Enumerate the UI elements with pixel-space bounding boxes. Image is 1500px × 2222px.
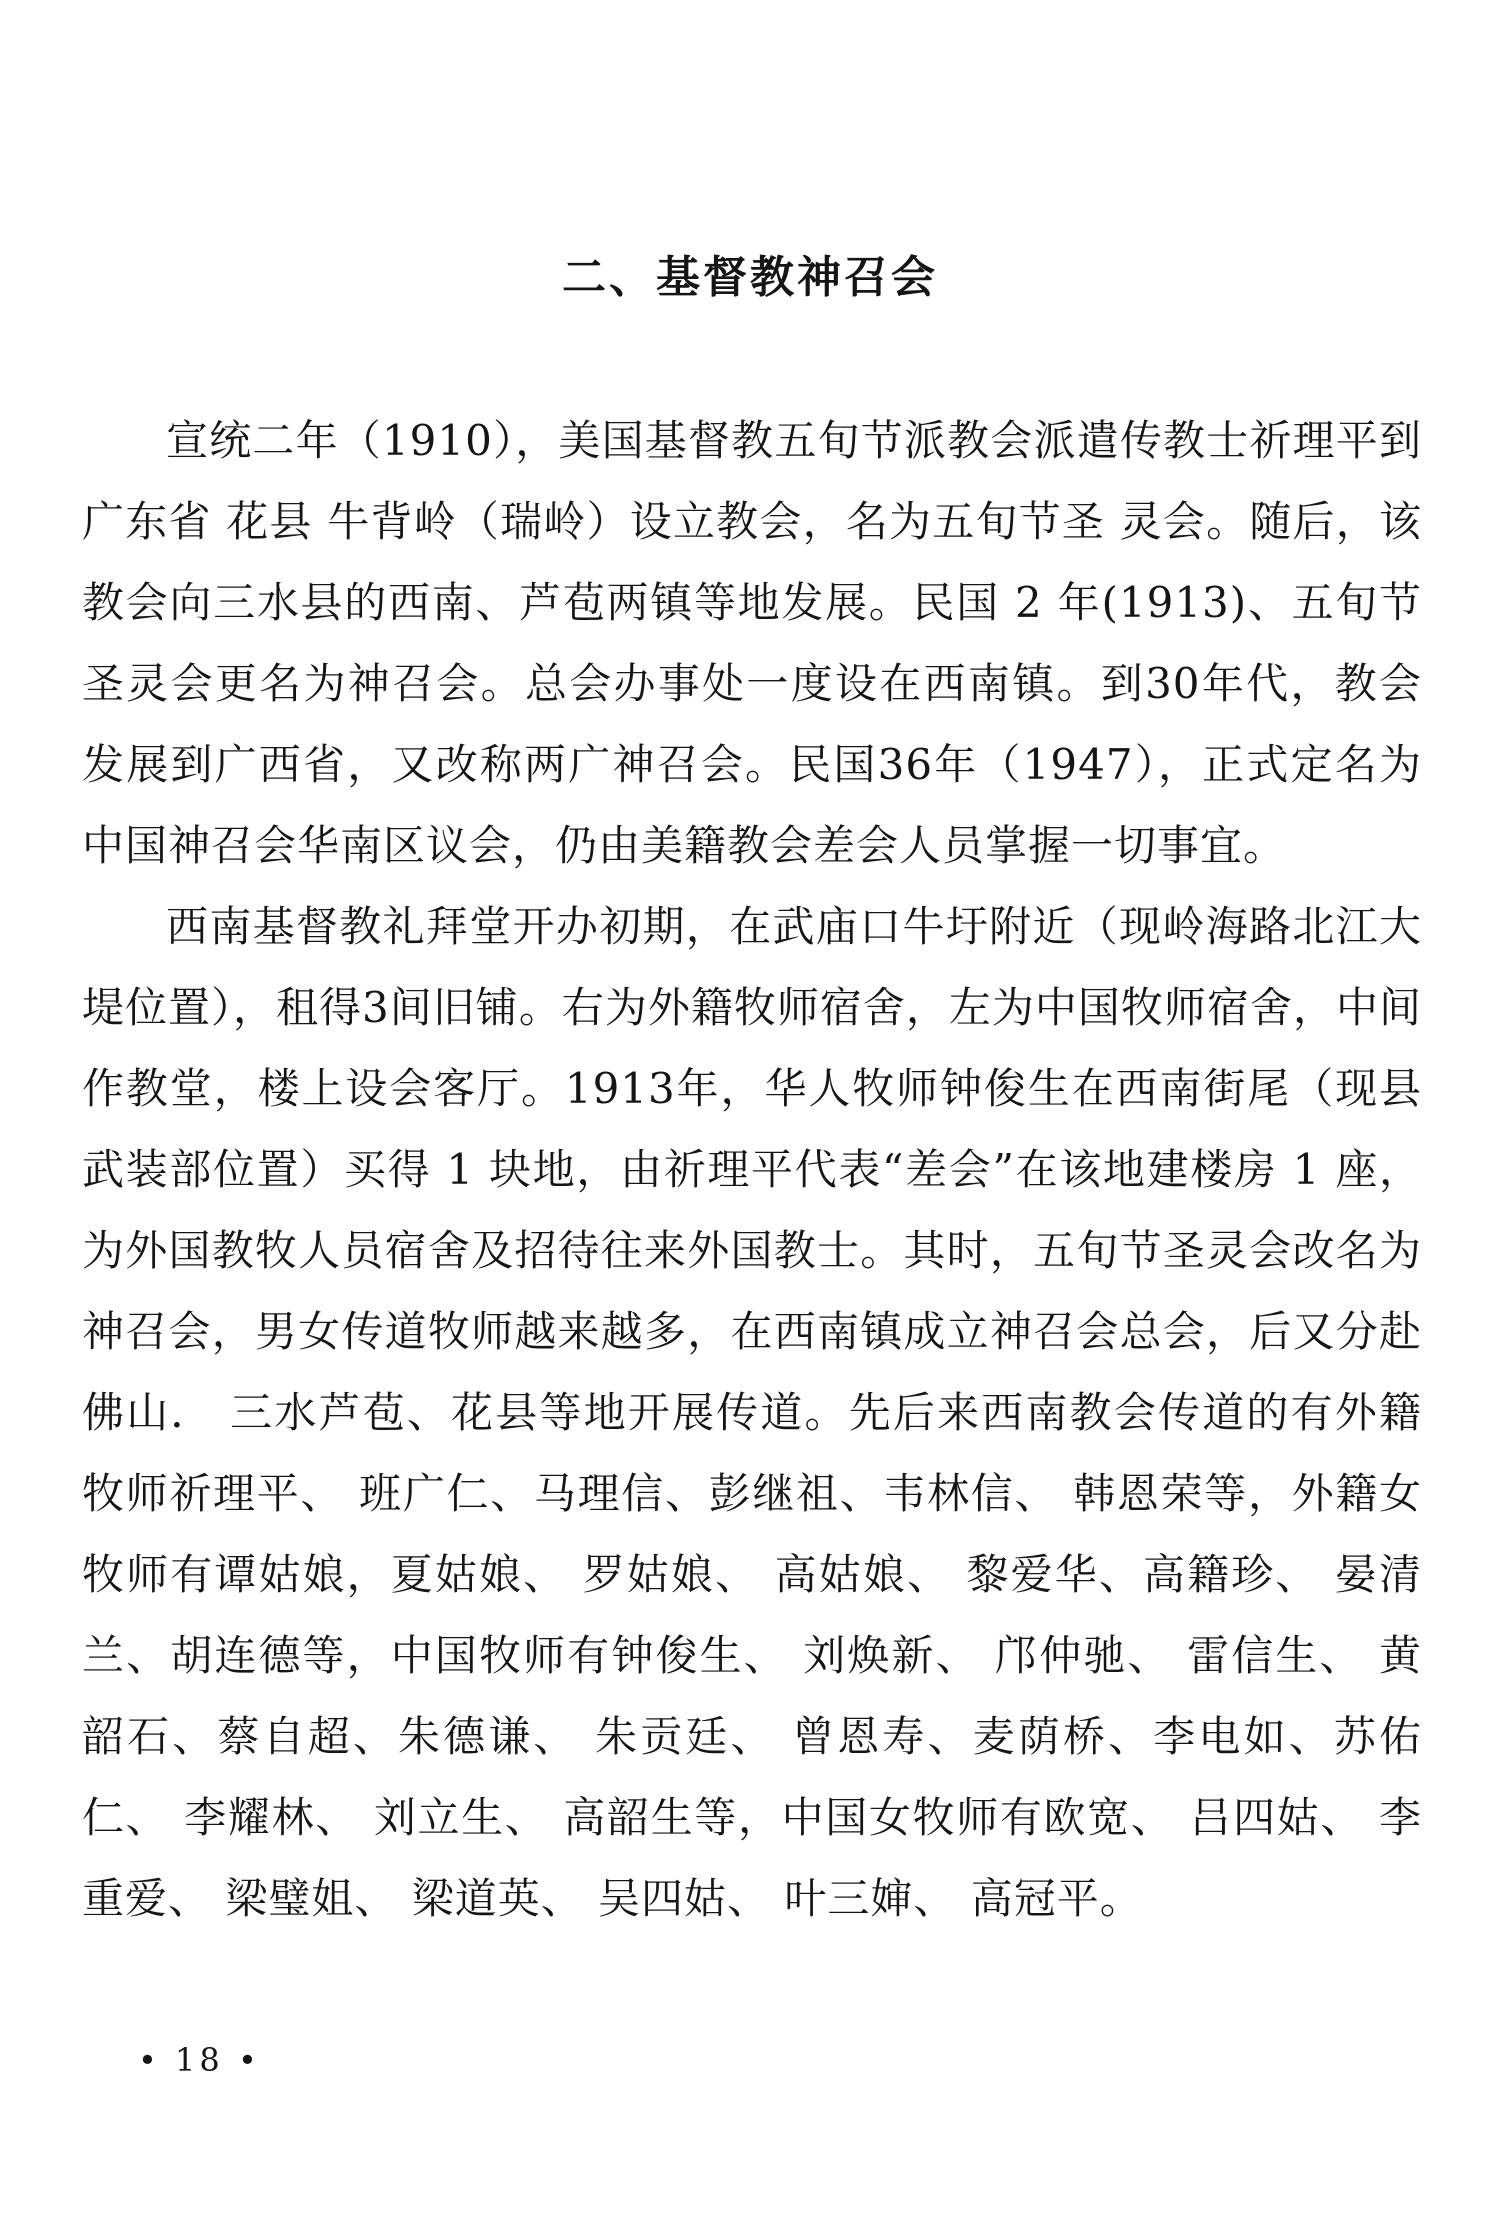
paragraph: 宣统二年（1910），美国基督教五旬节派教会派遣传教士祈理平到广东省 花县 牛背岭（瑞岭）设立教会，名为五旬节圣 灵会。随后，该教会向三水县的西南、芦苞两镇等地发展。民国 2 年(1913)、五旬节圣灵会更名为神召会。总会办事处一度设在西南镇。到30年代，教会发展到广西省，又改称两广神召会。民国36年（1947），正式定名为中国神召会华南区议会，仍由美籍教会差会人员掌握一切事宜。 (82, 416, 1422, 870)
body-text (82, 400, 1422, 1939)
section-title: 二、基督教神召会 (562, 252, 938, 303)
page-number: • 18 • (138, 2041, 261, 2079)
paragraph: 西南基督教礼拜堂开办初期，在武庙口牛圩附近（现岭海路北江大堤位置），租得3间旧铺。右为外籍牧师宿舍，左为中国牧师宿舍，中间作教堂，楼上设会客厅。1913年，华人牧师钟俊生在西南街尾（现县武装部位置）买得 1 块地，由祈理平代表“差会”在该地建楼房 1 座，为外国教牧人员宿舍及招待往来外国教士。其时，五旬节圣灵会改名为神召会，男女传道牧师越来越多，在西南镇成立神召会总会，后又分赴佛山． 三水芦苞、花县等地开展传道。先后来西南教会传道的有外籍牧师祈理平、 班广仁、马理信、彭继祖、韦林信、 韩恩荣等，外籍女牧师有谭姑娘，夏姑娘、 罗姑娘、 高姑娘、 黎爱华、高籍珍、 晏清兰、胡连德等，中国牧师有钟俊生、 刘焕新、 邝仲驰、 雷信生、 黄韶石、蔡自超、朱德谦、 朱贡廷、 曾恩寿、麦荫桥、李电如、苏佑仁、 李耀林、 刘立生、 高韶生等，中国女牧师有欧宽、 吕四姑、 李重爱、 梁璧姐、 梁道英、 吴四姑、 叶三婶、 高冠平。 (82, 902, 1422, 1923)
